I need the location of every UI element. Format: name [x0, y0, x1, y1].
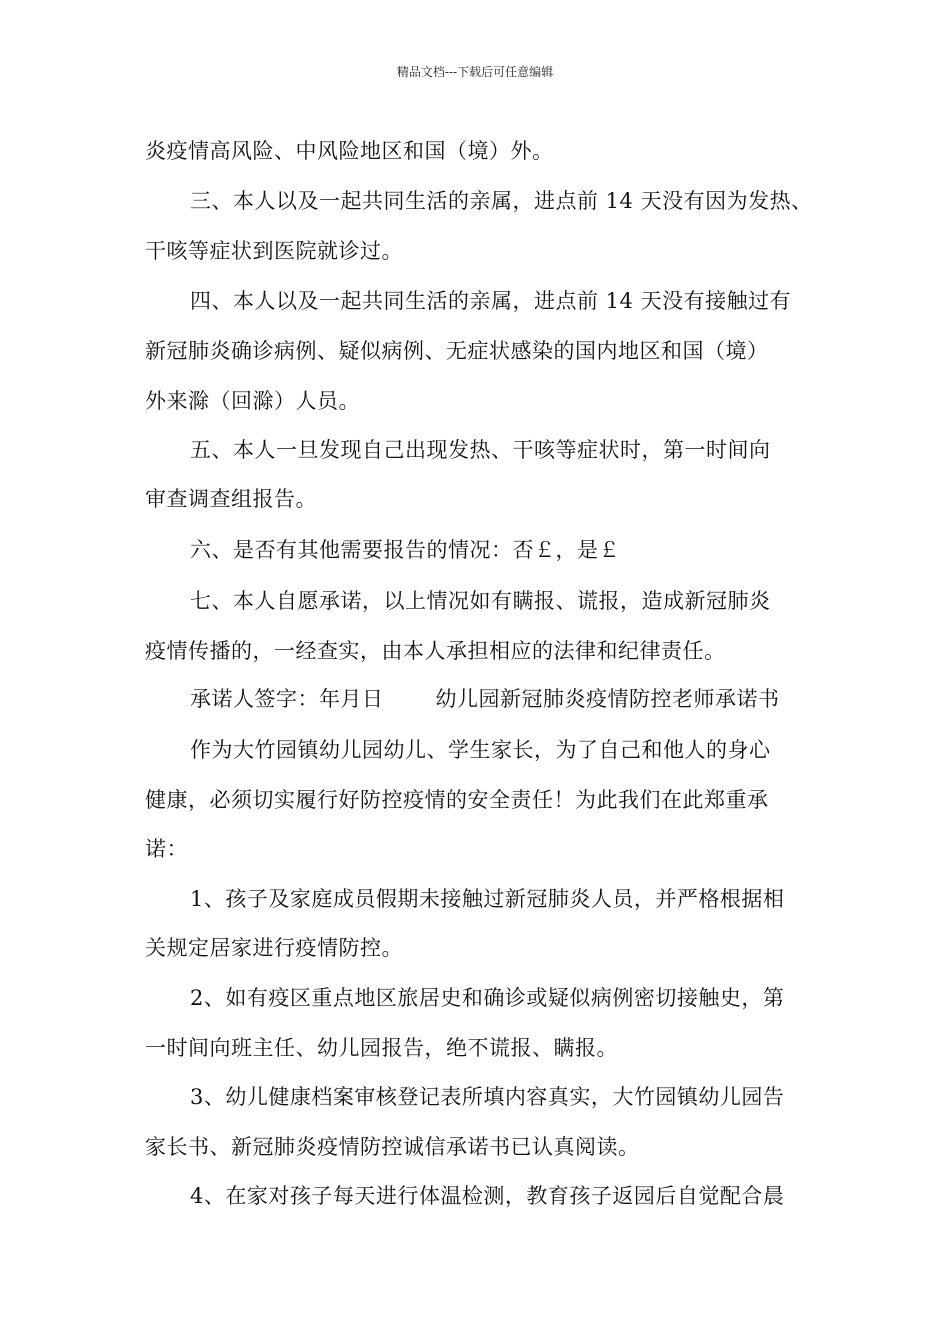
paragraph-line: 三、本人以及一起共同生活的亲属，进点前 14 天没有因为发热、 [190, 189, 813, 213]
paragraph-line: 六、是否有其他需要报告的情况：否￡，是￡ [190, 538, 620, 562]
paragraph-line: 干咳等症状到医院就诊过。 [145, 239, 403, 263]
paragraph-line: 诺： [145, 837, 188, 861]
paragraph-line: 3、幼儿健康档案审核登记表所填内容真实，大竹园镇幼儿园告 [190, 1085, 785, 1109]
paragraph-line: 五、本人一旦发现自己出现发热、干咳等症状时，第一时间向 [190, 438, 771, 462]
paragraph-line: 疫情传播的，一经查实，由本人承担相应的法律和纪律责任。 [145, 639, 726, 663]
signature-line [190, 685, 780, 713]
paragraph-line: 四、本人以及一起共同生活的亲属，进点前 14 天没有接触过有 [190, 289, 792, 313]
paragraph-line: 健康，必须切实履行好防控疫情的安全责任！为此我们在此郑重承 [145, 788, 769, 812]
paragraph-line: 关规定居家进行疫情防控。 [145, 936, 403, 960]
paragraph-line: 审查调查组报告。 [145, 487, 317, 511]
paragraph-line: 一时间向班主任、幼儿园报告，绝不谎报、瞒报。 [145, 1036, 618, 1060]
paragraph-line: 作为大竹园镇幼儿园幼儿、学生家长，为了自己和他人的身心 [190, 738, 771, 762]
paragraph-line: 外来滁（回滁）人员。 [145, 389, 360, 413]
paragraph-line: 2、如有疫区重点地区旅居史和确诊或疑似病例密切接触史，第 [190, 986, 785, 1010]
paragraph-line: 1、孩子及家庭成员假期未接触过新冠肺炎人员，并严格根据相 [190, 887, 785, 911]
paragraph-line: 七、本人自愿承诺，以上情况如有瞒报、谎报，造成新冠肺炎 [190, 589, 771, 613]
paragraph-line: 家长书、新冠肺炎疫情防控诚信承诺书已认真阅读。 [145, 1135, 640, 1159]
signature-label: 承诺人签字：年月日 [190, 687, 384, 711]
paragraph-line: 新冠肺炎确诊病例、疑似病例、无症状感染的国内地区和国（境） [145, 339, 769, 363]
paragraph-line: 炎疫情高风险、中风险地区和国（境）外。 [145, 139, 554, 163]
paragraph-line: 4、在家对孩子每天进行体温检测，教育孩子返园后自觉配合晨 [190, 1184, 785, 1208]
page-header: 精品文档---下载后可任意编辑 [396, 65, 554, 79]
section-title: 幼儿园新冠肺炎疫情防控老师承诺书 [435, 687, 780, 711]
